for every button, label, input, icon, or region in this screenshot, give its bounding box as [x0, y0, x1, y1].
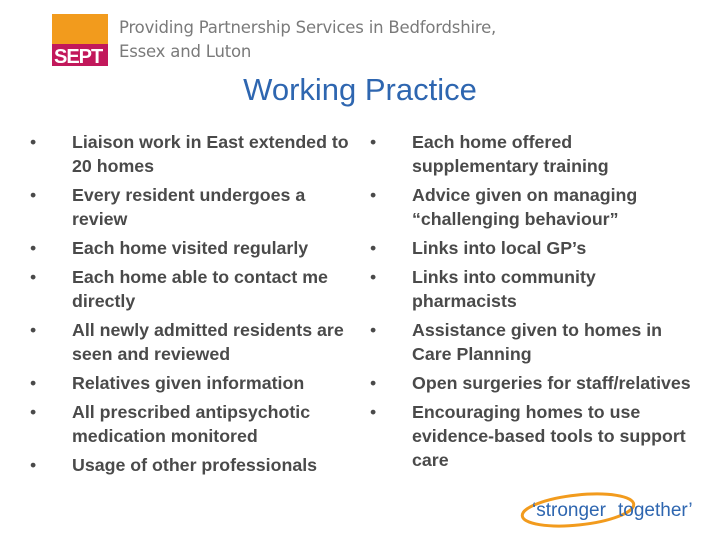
list-item-text: Each home visited regularly	[72, 238, 309, 258]
list-item	[28, 236, 353, 260]
list-item	[368, 400, 693, 472]
bullet-icon: •	[30, 267, 37, 287]
list-item-text: Each home offered supplementary training	[412, 132, 609, 176]
organisation-line-2: Essex and Luton	[119, 42, 252, 61]
bullet-icon: •	[30, 402, 37, 422]
bullet-icon: •	[30, 455, 37, 475]
bullet-icon: •	[370, 402, 377, 422]
list-item-text: Every resident undergoes a review	[72, 185, 306, 229]
list-item-text: Assistance given to homes in Care Planning	[412, 320, 662, 364]
list-item-text: Each home able to contact me directly	[72, 267, 328, 311]
right-bullet-list	[368, 130, 693, 477]
bullet-icon: •	[30, 373, 37, 393]
list-item-text: All prescribed antipsychotic medication monitored	[72, 402, 311, 446]
bullet-icon: •	[30, 185, 37, 205]
list-item	[28, 453, 353, 477]
list-item	[28, 371, 353, 395]
list-item-text: All newly admitted residents are seen and reviewed	[72, 320, 344, 364]
list-item	[28, 265, 353, 313]
slide-title-text: Working Practice	[243, 72, 477, 107]
bullet-icon: •	[370, 132, 377, 152]
list-item	[28, 183, 353, 231]
list-item-text: Encouraging homes to use evidence-based tools to support care	[412, 402, 686, 470]
list-item	[368, 265, 693, 313]
bullet-icon: •	[370, 185, 377, 205]
list-item	[28, 400, 353, 448]
stronger-together-logo	[518, 488, 708, 532]
bullet-icon: •	[30, 132, 37, 152]
logo-text: SEPT	[54, 46, 103, 66]
list-item	[28, 130, 353, 178]
list-item	[368, 130, 693, 178]
tagline-part-1: ‘stronger	[532, 500, 606, 521]
bullet-icon: •	[370, 373, 377, 393]
bullet-icon: •	[370, 320, 377, 340]
list-item	[28, 318, 353, 366]
bullet-icon: •	[370, 267, 377, 287]
list-item	[368, 183, 693, 231]
sept-logo	[52, 14, 108, 66]
organisation-line-1: Providing Partnership Services in Bedfordshire,	[119, 18, 497, 37]
list-item	[368, 371, 693, 395]
list-item	[368, 236, 693, 260]
list-item-text: Links into local GP’s	[412, 238, 587, 258]
tagline-part-2: together’	[618, 500, 693, 521]
list-item-text: Open surgeries for staff/relatives	[412, 373, 691, 393]
list-item-text: Usage of other professionals	[72, 455, 318, 475]
list-item-text: Relatives given information	[72, 373, 305, 393]
organisation-header	[119, 16, 496, 64]
list-item-text: Advice given on managing “challenging behaviour”	[412, 185, 638, 229]
bullet-icon: •	[30, 238, 37, 258]
list-item	[368, 318, 693, 366]
bullet-icon: •	[30, 320, 37, 340]
left-bullet-list	[28, 130, 353, 482]
bullet-icon: •	[370, 238, 377, 258]
list-item-text: Links into community pharmacists	[412, 267, 596, 311]
slide-title	[0, 72, 720, 108]
list-item-text: Liaison work in East extended to 20 homes	[72, 132, 349, 176]
